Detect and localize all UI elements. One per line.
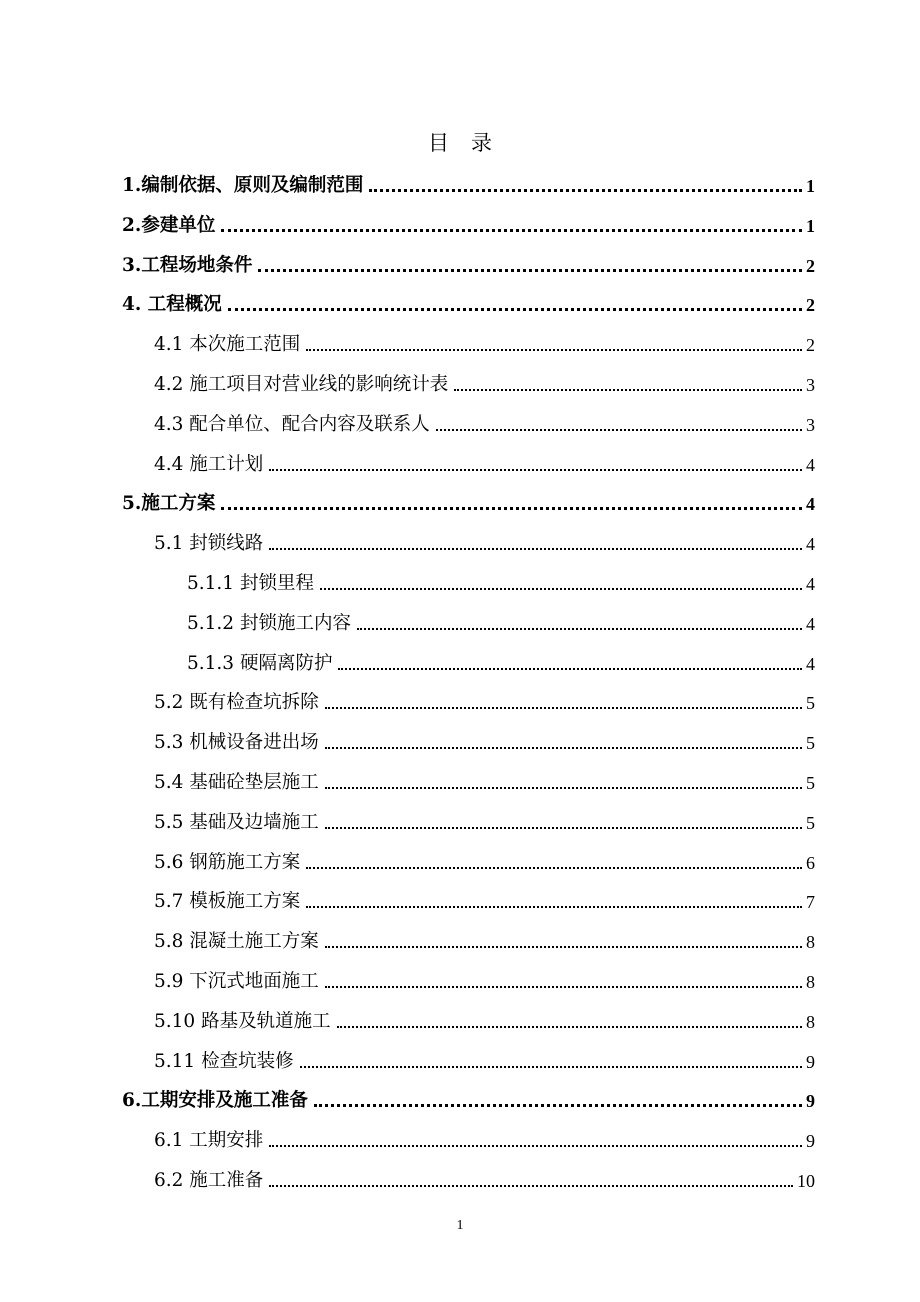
toc-entry[interactable] bbox=[154, 1004, 815, 1034]
toc-entry-label: 5.8 混凝土施工方案 bbox=[154, 931, 319, 953]
toc-dot-leader bbox=[338, 668, 802, 670]
toc-entry-page: 5 bbox=[806, 733, 815, 754]
toc-title: 目录 bbox=[428, 131, 514, 155]
toc-entry-page: 8 bbox=[806, 1011, 815, 1032]
toc-entry-label: 5.11 检查坑装修 bbox=[154, 1050, 294, 1072]
toc-dot-leader bbox=[325, 946, 802, 948]
toc-entry-page: 5 bbox=[806, 812, 815, 833]
toc-entry-label: 6.2 施工准备 bbox=[154, 1170, 264, 1191]
toc-entry[interactable] bbox=[154, 884, 815, 914]
toc-dot-leader bbox=[337, 1026, 802, 1028]
toc-entry[interactable] bbox=[122, 208, 815, 238]
toc-entry-page: 4 bbox=[806, 494, 815, 515]
toc-entry-label: 4.3 配合单位、配合内容及联系人 bbox=[154, 413, 430, 435]
toc-entry[interactable] bbox=[122, 168, 815, 198]
toc-dot-leader bbox=[306, 906, 802, 908]
toc-entry-label: 5.7 模板施工方案 bbox=[154, 891, 301, 913]
toc-entry-label: 1.编制依据、原则及编制范围 bbox=[122, 175, 364, 196]
toc-entry[interactable] bbox=[154, 367, 815, 397]
toc-dot-leader bbox=[454, 389, 802, 391]
toc-entry-page: 5 bbox=[806, 773, 815, 793]
toc-dot-leader bbox=[269, 1145, 802, 1147]
toc-dot-leader bbox=[269, 1185, 793, 1187]
toc-entry[interactable] bbox=[154, 765, 815, 795]
toc-dot-leader bbox=[306, 349, 802, 351]
toc-entry-label: 4.4 施工计划 bbox=[154, 453, 264, 475]
toc-entry[interactable] bbox=[154, 407, 815, 437]
toc-entry-page: 9 bbox=[806, 1051, 815, 1072]
toc-entry-page: 2 bbox=[806, 255, 815, 276]
toc-entry[interactable] bbox=[187, 646, 815, 676]
toc-dot-leader bbox=[228, 308, 802, 311]
toc-entry-page: 9 bbox=[806, 1091, 815, 1112]
toc-dot-leader bbox=[325, 827, 802, 829]
toc-entry[interactable] bbox=[122, 248, 815, 278]
toc-entry-label: 5.1.2 封锁施工内容 bbox=[187, 612, 351, 634]
toc-entry[interactable] bbox=[154, 1163, 815, 1193]
toc-entry-page: 4 bbox=[806, 653, 815, 674]
toc-entry-label: 5.10 路基及轨道施工 bbox=[154, 1010, 331, 1032]
toc-entry[interactable] bbox=[154, 685, 815, 715]
toc-entry-page: 9 bbox=[806, 1131, 815, 1152]
toc-entry-page: 8 bbox=[806, 932, 815, 953]
toc-entry-label: 4. 工程概况 bbox=[122, 294, 222, 316]
toc-entry-page: 4 bbox=[806, 454, 815, 475]
toc-entry-label: 5.1.1 封锁里程 bbox=[187, 573, 314, 594]
toc-entry-label: 4.1 本次施工范围 bbox=[154, 334, 301, 356]
toc-dot-leader bbox=[221, 507, 802, 510]
toc-dot-leader bbox=[269, 469, 802, 471]
toc-entry[interactable] bbox=[154, 327, 815, 357]
toc-entry[interactable] bbox=[154, 447, 815, 477]
toc-dot-leader bbox=[314, 1104, 802, 1107]
toc-entry-label: 5.5 基础及边墙施工 bbox=[154, 811, 319, 833]
toc-entry-page: 5 bbox=[806, 693, 815, 714]
toc-entry-label: 3.工程场地条件 bbox=[122, 254, 253, 276]
toc-dot-leader bbox=[325, 787, 802, 789]
toc-entry-page: 7 bbox=[806, 892, 815, 913]
toc-entry-page: 3 bbox=[806, 375, 815, 395]
toc-entry-page: 8 bbox=[806, 972, 815, 992]
toc-entry[interactable] bbox=[154, 924, 815, 954]
toc-entry-label: 5.6 钢筋施工方案 bbox=[154, 851, 301, 873]
toc-entry-label: 6.工期安排及施工准备 bbox=[122, 1090, 308, 1112]
toc-entry-page: 1 bbox=[806, 215, 815, 236]
toc-entry-page: 2 bbox=[806, 335, 815, 356]
toc-entry[interactable] bbox=[154, 1044, 815, 1074]
toc-entry-page: 4 bbox=[806, 613, 815, 634]
toc-dot-leader bbox=[325, 747, 802, 749]
toc-dot-leader bbox=[306, 867, 802, 869]
toc-entry[interactable] bbox=[154, 1123, 815, 1153]
toc-dot-leader bbox=[357, 628, 802, 630]
toc-entry[interactable] bbox=[154, 526, 815, 556]
toc-entry-label: 5.1 封锁线路 bbox=[154, 533, 264, 555]
toc-dot-leader bbox=[221, 229, 802, 232]
toc-entry[interactable] bbox=[187, 606, 815, 636]
toc-dot-leader bbox=[258, 269, 802, 272]
toc-entry[interactable] bbox=[154, 725, 815, 755]
toc-entry-page: 1 bbox=[806, 176, 815, 196]
toc-entry-page: 10 bbox=[797, 1171, 815, 1191]
toc-entry[interactable] bbox=[154, 805, 815, 835]
toc-entry-label: 2.参建单位 bbox=[122, 214, 216, 236]
toc-entry[interactable] bbox=[154, 964, 815, 994]
toc-entry[interactable] bbox=[122, 287, 815, 317]
toc-entry-label: 5.3 机械设备进出场 bbox=[154, 732, 319, 754]
toc-entry-page: 2 bbox=[806, 295, 815, 316]
toc-entry[interactable] bbox=[187, 566, 815, 596]
page-number: 1 bbox=[456, 1218, 464, 1233]
toc-entry-label: 5.2 既有检查坑拆除 bbox=[154, 692, 319, 714]
toc-dot-leader bbox=[300, 1066, 802, 1068]
toc-dot-leader bbox=[325, 986, 802, 988]
toc-entry-label: 5.4 基础砼垫层施工 bbox=[154, 772, 319, 793]
toc-dot-leader bbox=[436, 429, 802, 431]
toc-entry-page: 4 bbox=[806, 534, 815, 555]
toc-entry-page: 6 bbox=[806, 852, 815, 873]
toc-entry-label: 6.1 工期安排 bbox=[154, 1130, 264, 1152]
toc-entry-label: 4.2 施工项目对营业线的影响统计表 bbox=[154, 374, 449, 395]
toc-entry[interactable] bbox=[122, 486, 815, 516]
toc-dot-leader bbox=[369, 189, 802, 192]
toc-entry-label: 5.施工方案 bbox=[122, 493, 216, 515]
toc-dot-leader bbox=[320, 588, 802, 590]
toc-dot-leader bbox=[269, 548, 802, 550]
toc-entry-label: 5.1.3 硬隔离防护 bbox=[187, 652, 333, 674]
toc-entry-page: 3 bbox=[806, 414, 815, 435]
toc-dot-leader bbox=[325, 707, 802, 709]
toc-entry-label: 5.9 下沉式地面施工 bbox=[154, 971, 319, 992]
toc-entry[interactable] bbox=[122, 1083, 815, 1113]
toc-entry[interactable] bbox=[154, 845, 815, 875]
toc-entry-page: 4 bbox=[806, 574, 815, 594]
